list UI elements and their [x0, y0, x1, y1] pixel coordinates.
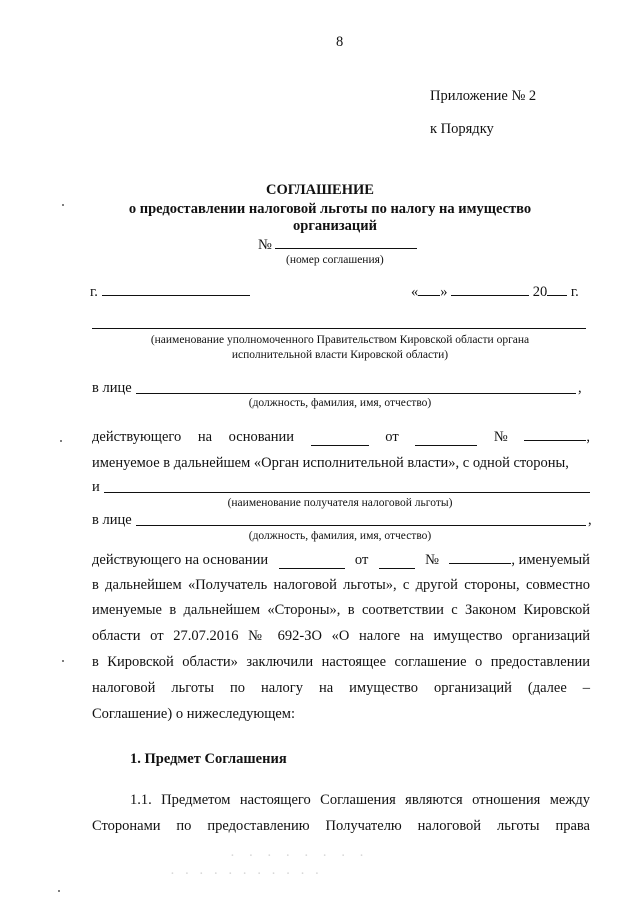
organ-person-comma: ,	[578, 380, 582, 396]
city-blank[interactable]	[102, 282, 250, 296]
document-title: СОГЛАШЕНИЕ	[266, 182, 374, 198]
scan-speck	[58, 890, 60, 892]
organ-basis-doc-blank[interactable]	[311, 433, 369, 446]
organ-basis-date-blank[interactable]	[415, 433, 477, 446]
recipient-and-prefix: и	[92, 479, 100, 495]
recipient-para-line3: области от 27.07.2016 № 692-ЗО «О налоге на имущество организаций	[92, 628, 590, 644]
document-subtitle-line2: организаций	[293, 218, 377, 234]
agreement-number-caption: (номер соглашения)	[286, 254, 384, 266]
organ-caption-line2: исполнительной власти Кировской области)	[231, 349, 449, 361]
organ-person-caption: (должность, фамилия, имя, отчество)	[248, 397, 432, 409]
recipient-person-blank[interactable]	[136, 525, 586, 526]
recipient-basis-suffix: , именуемый	[511, 552, 590, 568]
organ-person-blank[interactable]	[136, 393, 576, 394]
scan-speck	[62, 204, 64, 206]
recipient-basis-from: от	[354, 552, 369, 568]
agreement-number	[258, 235, 417, 254]
organ-basis-number-blank[interactable]	[524, 428, 586, 441]
year-blank[interactable]	[547, 282, 567, 296]
recipient-basis-doc-blank[interactable]	[279, 556, 345, 569]
recipient-basis-prefix: действующего на основании	[92, 552, 269, 568]
quote-close: »	[440, 284, 448, 300]
city-field	[90, 282, 250, 301]
bleed-through-mark-2: · · · · · · · · · · ·	[170, 866, 323, 882]
quote-open: «	[411, 284, 419, 300]
month-blank[interactable]	[451, 282, 529, 296]
recipient-basis-date-blank[interactable]	[379, 556, 415, 569]
recipient-basis-number-blank[interactable]	[449, 551, 511, 564]
recipient-person-prefix: в лице	[92, 512, 132, 528]
appendix-reference: к Порядку	[430, 121, 494, 137]
number-sign: №	[258, 237, 272, 253]
organ-basis-from: от	[385, 429, 399, 445]
organ-person-prefix: в лице	[92, 380, 132, 396]
recipient-para-line1: в дальнейшем «Получатель налоговой льготы», с другой стороны, совместно	[92, 577, 590, 593]
scan-speck	[60, 440, 62, 442]
day-blank[interactable]	[418, 282, 440, 296]
organ-basis-word3: основании	[228, 429, 295, 445]
section1-heading: 1. Предмет Соглашения	[130, 751, 287, 767]
recipient-person-caption: (должность, фамилия, имя, отчество)	[248, 530, 432, 542]
city-prefix: г.	[90, 284, 98, 300]
recipient-person-comma: ,	[588, 512, 592, 528]
scan-speck	[62, 660, 64, 662]
organ-basis-word1: действующего	[92, 429, 182, 445]
organ-name-blank[interactable]	[92, 328, 586, 329]
organ-named-line: именуемое в дальнейшем «Орган исполнительной власти», с одной стороны,	[92, 455, 569, 471]
recipient-name-blank[interactable]	[104, 492, 590, 493]
organ-caption-line1: (наименование уполномоченного Правительством Кировской области органа	[150, 334, 530, 346]
organ-basis-line: действующего на основании от № ,	[92, 429, 590, 445]
year-prefix: 20	[532, 284, 548, 300]
recipient-caption: (наименование получателя налоговой льготы)	[227, 497, 453, 509]
page-number: 8	[336, 34, 344, 50]
bleed-through-mark: · · · · · · · ·	[230, 848, 370, 864]
agreement-number-blank[interactable]	[275, 235, 417, 249]
document-subtitle-line1: о предоставлении налоговой льготы по налогу на имущество	[128, 201, 532, 217]
appendix-label: Приложение № 2	[430, 88, 537, 104]
recipient-para-line5: налоговой льготы по налогу на имущество организаций (далее –	[92, 680, 590, 696]
date-field	[411, 282, 579, 301]
section1-para-line2: Сторонами по предоставлению Получателю налоговой льготы права	[92, 818, 590, 834]
recipient-para-line2: именуемые в дальнейшем «Стороны», в соответствии с Законом Кировской	[92, 602, 590, 618]
year-suffix: г.	[570, 284, 579, 300]
recipient-para-line6: Соглашение) о нижеследующем:	[92, 706, 296, 722]
recipient-basis-line	[92, 551, 590, 569]
organ-basis-word2: на	[197, 429, 213, 445]
section1-para-line1: 1.1. Предметом настоящего Соглашения являются отношения между	[130, 792, 590, 808]
recipient-para-line4: в Кировской области» заключили настоящее соглашение о предоставлении	[92, 654, 590, 670]
organ-basis-no: №	[493, 429, 508, 445]
recipient-basis-no: №	[425, 552, 439, 568]
